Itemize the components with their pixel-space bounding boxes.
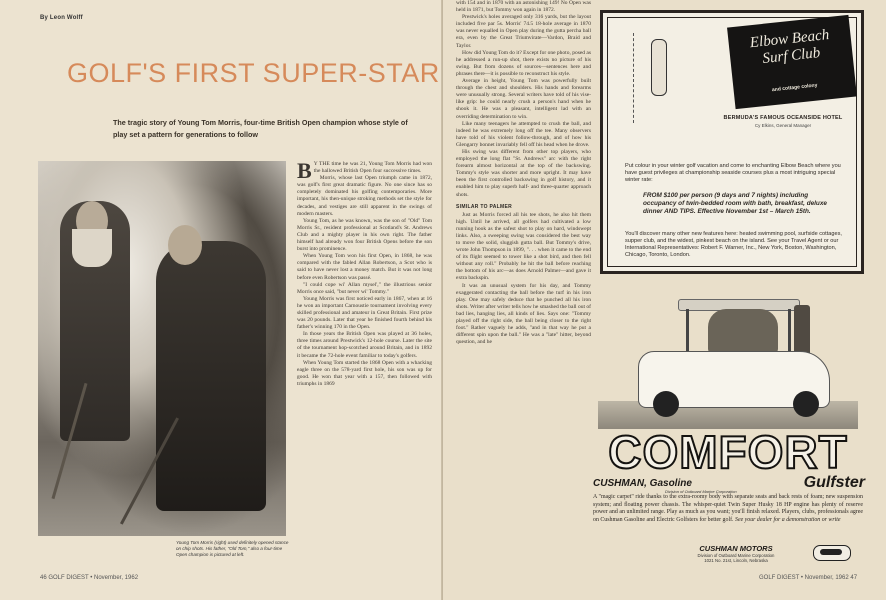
company-division: Division of Outboard Marine Corporation — [697, 553, 775, 558]
paragraph: When Young Tom won his first Open, in 1868, he was compared with the fabled Allan Robertson, a Scot who is said to have never lost a money match. But it was not long before even Robertson was passé. — [297, 253, 432, 281]
paragraph: In those years the British Open was played at 36 holes, three times around Prestwick's 12-hole course. Later the site of the tournament hop-scotched around Britain, and in 1892 it became the 72-hole event familiar to today's golfers. — [297, 331, 432, 359]
page-folio-right: GOLF DIGEST • November, 1962 47 — [759, 575, 858, 581]
paragraph: His swing was different from other top players, who employed the long flat "St. Andrews" arc with the right forearm almost horizontal at the top of the backswing. Tommy's style was shorter and more upright. It may have been the first controlled backswing in golf history, and it enabled him to play superb half- and three-quarter approach shots. — [456, 148, 591, 198]
logo-mark — [820, 549, 842, 555]
company-block — [661, 544, 811, 563]
cart-wheel — [653, 391, 679, 417]
paragraph: with 154 and in 1870 with an astonishing 149! No Open was held in 1871, but Tommy won again in 1872. — [456, 0, 591, 14]
old-tom-beard — [72, 229, 112, 267]
surf-club-emblem — [727, 15, 857, 109]
omc-logo-icon — [813, 545, 851, 561]
photo-caption: Young Tom Morris (right) used definitely opened stance on chip shots. His father, "Old Tom," also a four-time Open champion is pictured at left. — [176, 540, 289, 557]
ad-headline-comfort: COMFORT — [608, 426, 848, 478]
lead-paragraph: Y THE time he was 21, Young Tom Morris had won the hallowed British Open four successive times. — [313, 161, 432, 175]
hotel-block — [713, 115, 853, 128]
drop-cap: B — [297, 158, 312, 183]
byline: By Leon Wolff — [40, 15, 83, 21]
company-address: 1021 No. 21st, Lincoln, Nebraska — [704, 558, 768, 563]
paragraph: Young Morris was first noticed early in 1867, when at 16 he won an important Carnoustie tournament involving every skilled professional and amateur in Great Britain. First prize was 20 pounds. Later that year he finished fourth behind his father's winning 170 in the Open. — [297, 295, 432, 331]
paragraph: When Young Tom started the 1868 Open with a whacking eagle three on the 578-yard first hole, his son was up for good. He won that year with a 157, then followed with triumphs in 1869 — [297, 359, 432, 387]
article-headline: GOLF'S FIRST SUPER-STAR — [67, 58, 440, 88]
golfer-icon — [651, 39, 667, 96]
paragraph: Young Tom, as he was known, was the son of "Old" Tom Morris Sr., resident professional at Scotland's St. Andrews Club and a mighty player in his own right. The father himself had already won four British Opens before the son burst into prominence. — [297, 217, 432, 253]
ad-offer-text: FROM $100 per person (9 days and 7 nights) including occupancy of twin-bedded room with bath, breakfast, deluxe dinner AND TIPS. Effective November 1st – March 15th. — [643, 192, 827, 215]
right-page — [443, 0, 886, 600]
brand-name: CUSHMAN, Gasoline — [593, 478, 692, 489]
paragraph: Morris, whose last Open triumph came in 1872, was golf's first great dramatic figure. No one since has so completely dominated his golfing contemporaries. More important, his then-unique stroking methods set the style for decades, and vestiges are still apparent in the swings of modern masters. — [297, 175, 432, 217]
elbow-beach-ad — [600, 10, 864, 274]
section-subhead: SIMILAR TO PALMER — [456, 203, 513, 210]
ad-features-text: You'll discover many other new features here: heated swimming pool, surfside cottages, supper club, and the widest, pinkest beach on the island. See your Travel Agent or our International Representatives: Robert F. Warner, Inc., New York, Boston, Washington, Chicago, Toronto, London. — [625, 231, 842, 258]
article-deck: The tragic story of Young Tom Morris, four-time British Open champion whose style of play set a pattern for generations to follow — [113, 118, 408, 139]
young-tom-head — [168, 225, 202, 265]
paragraph: It was an unusual system for his day, and Tommy exaggerated contacting the ball before the turf in his iron play. One may safely deduce that he punched all his iron shots. Writer after writer tells how he smashed the ball out of bad lies, hanging lies, all kinds of lies. Says one: "Tommy played off the right side, the ball being closer to the right foot." Rather vaguely he adds, "and in that way he put a different spin upon the ball." He was a "late" hitter, beyond question, and he — [456, 282, 591, 346]
paragraph: Prestwick's holes averaged only 316 yards, but the layout included five par 5s. Morris' 74.5 18-hole average in 1870 was never equalled in Open play during the gutta percha ball era, even by the Great Triumvirate—Vardon, Braid and Taylor. — [456, 14, 591, 49]
cart-wheel — [793, 391, 819, 417]
morris-photo — [38, 161, 286, 536]
hotel-name: BERMUDA'S FAMOUS OCEANSIDE HOTEL — [723, 115, 843, 121]
young-tom-figure — [156, 241, 266, 511]
ad-intro-text: Put colour in your winter golf vacation and come to enchanting Elbow Beach where you have guest privileges at championship seaside courses plus a most intriguing special winter rate: — [625, 163, 841, 183]
emblem-title: Elbow Beach Surf Club — [749, 27, 830, 68]
paragraph: How did Young Tom do it? Except for one photo, posed as he addressed a run-up shot, there exists no picture of his swing. But from dozens of sources—sentences here and phrases there—it is possible to reconstruct his style. — [456, 49, 591, 77]
cart-post — [788, 309, 791, 357]
emblem-subtitle: and cottage colony — [771, 82, 818, 94]
paragraph: Like many teenagers he attempted to crush the ball, and indeed he was extremely long off the tee. Many observers have told of his violent follow-through, and of how his Glengarry bonnet invariably fell off his head when he drove. — [456, 120, 591, 148]
paragraph: Just as Morris forced all his tee shots, he also hit them high. Until he arrived, all golfers had cultivated a low running hook as the safest shot to play on hard, windswept links. Also, a sweeping swing was considered the best way to move the solid, sluggish gutta ball. But Tommy's drive, wrote John Thompson in 1899, ". . . when it came to the end of its flight seemed to tower like a shot bird, and then fell without any roll." Probably he hit the ball before reaching the bottom of his arc—as does Arnold Palmer—and gave it extra backspin. — [456, 211, 591, 282]
company-name: CUSHMAN MOTORS — [699, 544, 773, 553]
article-column-2 — [456, 0, 591, 346]
paragraph: "I could cope wi' Allan mysel'," the illustrious senior Morris once said, "but never wi' Tommy." — [297, 281, 432, 295]
paragraph: Average in height, Young Tom was powerfully built through the chest and shoulders. His hands and forearms were unusually strong. Several writers have told of his vise-like grip: he could nearly crush a person's hand when he shook it. He was a pleasant, intelligent lad with an overriding determination to win. — [456, 78, 591, 120]
golf-cart-illustration — [598, 291, 858, 431]
cart-post — [686, 309, 689, 357]
article-column-1 — [297, 158, 432, 388]
ad-body-text: A "magic carpet" ride thanks to the extra-roomy body with separate seats and back rests of foam; new suspension system; and floating power chassis. The whisper-quiet Twin Super Husky 18 HP engine has plenty of reserve power and an unlimited range. Play as much as you want; you'll finish relaxed. Players, clubs, professionals agree on Cushman Gasoline and Electric Golfsters for better golf. — [593, 494, 863, 523]
brand-division: Division of Outboard Marine Corporation — [665, 489, 737, 494]
page-folio-left: 46 GOLF DIGEST • November, 1962 — [40, 575, 139, 581]
hotel-manager: Cy Elkins, General Manager — [754, 123, 812, 128]
ad-cta: See your dealer for a demonstration or write — [735, 516, 841, 523]
cushman-ad-body — [593, 494, 863, 524]
cart-riders — [708, 309, 778, 353]
model-name: Gulfster — [803, 474, 865, 491]
